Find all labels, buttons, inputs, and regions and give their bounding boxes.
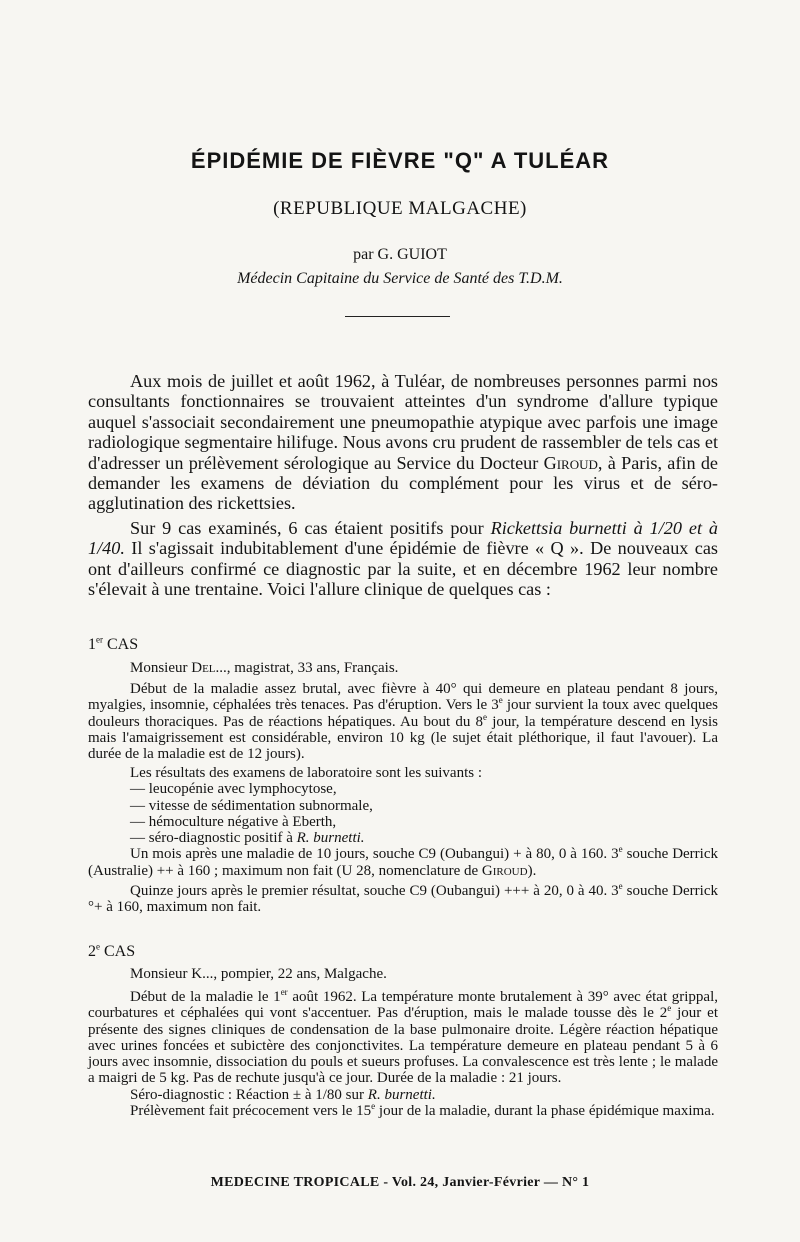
case-1-body-a: Début de la maladie assez brutal, avec fièvre à 40° qui demeure en plateau pendant 8 jours, myalgies, insomnie, céphalées très tenaces. Pas d'éruption. Vers le 3 — [88, 681, 718, 714]
sampling-sup: e — [371, 1101, 376, 1112]
article-subtitle: (REPUBLIQUE MALGACHE) — [273, 198, 527, 219]
case-1-number: 1 — [88, 636, 96, 653]
case-2-sup-1: er — [280, 987, 288, 997]
rickettsia-titre: Rickettsia burnetti à 1/20 et à 1/40. — [88, 518, 719, 559]
sampling-b: jour de la maladie, durant la phase épidémique maxima. — [378, 1103, 715, 1120]
result-2-a: Quinze jours après le premier résultat, souche C9 (Oubangui) +++ à 20, 0 à 40. 3 — [130, 883, 619, 900]
lab-item-text: — séro-diagnostic positif à — [130, 830, 293, 847]
case-1-sup-1: e — [498, 695, 503, 706]
case-1-heading — [88, 636, 138, 654]
serology-organism: R. burnetti. — [367, 1086, 436, 1103]
lab-item: — leucopénie avec lymphocytose, — [130, 781, 337, 798]
serology-text: Séro-diagnostic : Réaction ± à 1/80 sur — [130, 1086, 365, 1103]
case-2-sup-2: e — [667, 1003, 672, 1014]
case-1-body-c: jour, la température descend en lysis mais l'amaigrissement est considérable, environ 10 kg (le sujet était pléthorique, il faut l'avouer). La durée de la maladie est de 12 jours). — [88, 713, 718, 763]
giroud-name: Giroud — [543, 452, 598, 473]
case-1-description — [88, 681, 718, 762]
intro-p2-start: Sur 9 cas examinés, 6 cas étaient positifs pour — [130, 518, 484, 538]
result-1-end: ). — [527, 862, 537, 879]
result-1-name: Giroud — [481, 862, 528, 879]
result-2-b: souche Derrick °+ à 160, maximum non fait. — [88, 883, 718, 916]
intro-paragraph-2 — [88, 518, 718, 600]
case-1-sup-2: e — [483, 711, 488, 722]
case-2-body-b: août 1962. La température monte brutalement à 39° avec état grippal, courbatures et céphalées qui vont s'accentuer. Pas d'éruption, mais le malade tousse dès le 2 — [88, 989, 718, 1022]
lab-intro: Les résultats des examens de laboratoire sont les suivants : — [130, 765, 482, 781]
case-1-result-2 — [88, 883, 718, 916]
result-1-b: souche Derrick (Australie) ++ à 160 ; maximum non fait (U 28, nomenclature de — [88, 846, 718, 879]
case-2-sampling — [88, 1103, 718, 1119]
case-2-patient: Monsieur K..., pompier, 22 ans, Malgache. — [130, 966, 387, 982]
lab-item: — hémoculture négative à Eberth, — [130, 813, 337, 830]
author-byline: par G. GUIOT — [353, 246, 447, 263]
intro-paragraph-1 — [88, 371, 718, 514]
case-2-sup: e — [96, 941, 100, 952]
sampling-a: Prélèvement fait précocement vers le 15 — [130, 1103, 372, 1120]
result-1-sup: e — [618, 844, 623, 855]
case-1-lab-results — [88, 765, 718, 916]
case-2-heading — [88, 943, 135, 961]
case-1-body-b: jour survient la toux avec quelques douleurs thoraciques. Pas de réactions hépatiques. Au bout du 8 — [88, 697, 719, 730]
intro-p1-end: , à Paris, afin de demander les examens de déviation du complément pour les virus et de séro-agglutination des rickettsies. — [88, 452, 719, 514]
case-1-sup: er — [96, 634, 103, 645]
case-2-label: CAS — [104, 943, 136, 960]
case-1-details: , magistrat, 33 ans, Français. — [226, 660, 399, 676]
author-affiliation: Médecin Capitaine du Service de Santé des T.D.M. — [237, 270, 563, 287]
case-1-prefix: Monsieur — [130, 660, 188, 676]
case-1-name: Del... — [191, 660, 227, 676]
case-1-result-1 — [88, 846, 718, 879]
journal-footer: MEDECINE TROPICALE - Vol. 24, Janvier-Février — N° 1 — [210, 1175, 590, 1190]
lab-item-organism: R. burnetti. — [296, 830, 365, 847]
result-1-a: Un mois après une maladie de 10 jours, souche C9 (Oubangui) + à 80, 0 à 160. 3 — [130, 846, 619, 863]
result-2-sup: e — [618, 881, 623, 892]
case-2-number: 2 — [88, 943, 96, 960]
case-2-body — [88, 989, 718, 1087]
title-divider — [345, 316, 450, 317]
lab-item: — vitesse de sédimentation subnormale, — [130, 797, 373, 814]
article-title: ÉPIDÉMIE DE FIÈVRE "Q" A TULÉAR — [190, 148, 610, 173]
case-2-serology — [88, 1087, 718, 1103]
case-2-description — [88, 989, 718, 1119]
case-2-body-a: Début de la maladie le 1 — [130, 989, 281, 1005]
intro-p2-rest: Il s'agissait indubitablement d'une épidémie de fièvre « Q ». De nouveaux cas ont d'ailleurs confirmé ce diagnostic par la suite, et en décembre 1962 leur nombre s'élevait à une trentaine. Voici l'allure clinique de quelques cas : — [88, 538, 719, 600]
case-2-body-c: jour et présente des signes cliniques de condensation de la base pulmonaire droite. Légère réaction hépatique avec urines foncées et subictère des conjonctivites. La température demeure en plateau pendant 5 à 6 jours avec insomnie, dissociation du pouls et sueurs profuses. La convalescence est très lente ; le malade a maigri de 5 kg. Pas de rechute jusqu'à ce jour. Durée de la maladie : 21 jours. — [88, 1005, 718, 1087]
intro-p1-text: Aux mois de juillet et août 1962, à Tuléar, de nombreuses personnes parmi nos consultants fonctionnaires se trouvaient atteintes d'un syndrome d'allure typique auquel s'associait secondairement une pneumopathie atypique avec parfois une image radiologique segmentaire hilifuge. Nous avons cru prudent de rassembler de tels cas et d'adresser un prélèvement sérologique au Service du Docteur — [88, 371, 718, 473]
case-1-patient — [88, 660, 718, 676]
case-1-label: CAS — [107, 636, 139, 653]
lab-item — [88, 830, 718, 846]
